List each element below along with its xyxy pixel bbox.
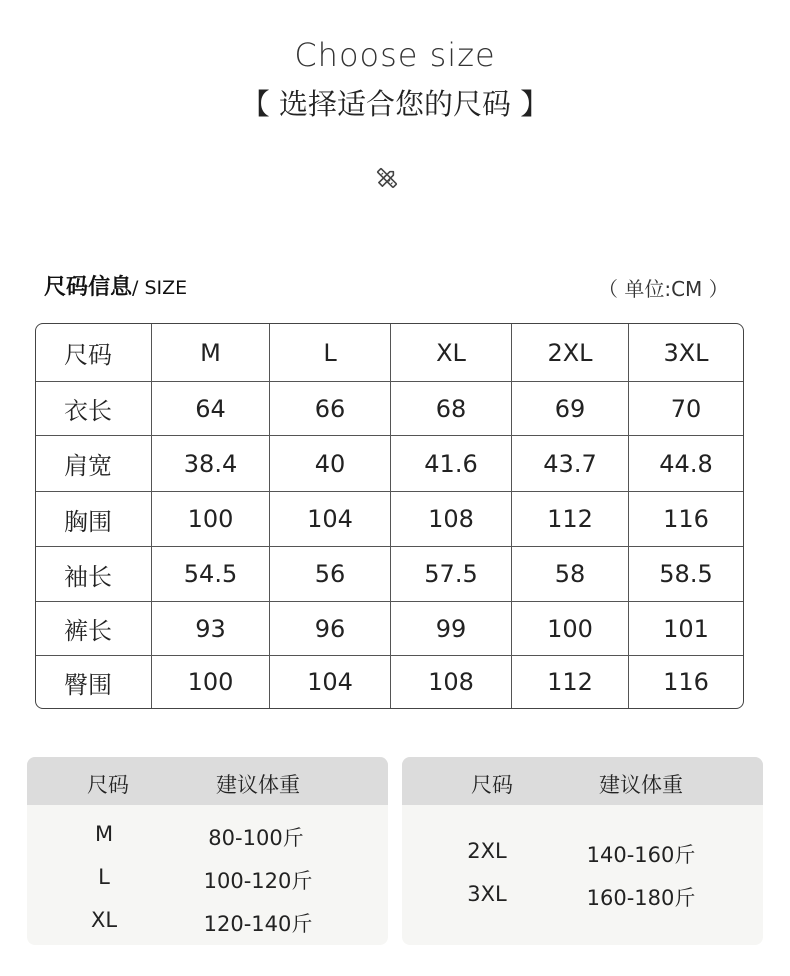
table-row bbox=[36, 382, 743, 436]
table-cell: 70 bbox=[629, 382, 743, 436]
weight-header-size: 尺码 bbox=[471, 773, 513, 797]
table-cell: 56 bbox=[270, 547, 391, 602]
size-table bbox=[35, 323, 744, 709]
table-cell: 104 bbox=[270, 656, 391, 708]
table-cell: 104 bbox=[270, 492, 391, 547]
table-row bbox=[36, 656, 743, 708]
table-cell: 64 bbox=[152, 382, 270, 436]
table-cell: 66 bbox=[270, 382, 391, 436]
size-info-title-cn: 尺码信息 bbox=[44, 275, 133, 300]
table-row bbox=[36, 547, 743, 602]
column-header: 2XL bbox=[512, 324, 629, 382]
column-header: M bbox=[152, 324, 270, 382]
table-cell: 116 bbox=[663, 668, 709, 696]
column-header: 3XL bbox=[629, 324, 743, 382]
pencil-ruler-icon bbox=[375, 166, 399, 190]
weight-row bbox=[402, 882, 763, 912]
row-label: 肩宽 bbox=[36, 436, 152, 492]
weight-size: M bbox=[94, 822, 114, 846]
page-title-cn: 【 选择适合您的尺码 】 bbox=[240, 87, 550, 121]
table-cell: 96 bbox=[270, 602, 391, 656]
table-cell: 112 bbox=[512, 492, 629, 547]
table-cell: 108 bbox=[391, 656, 512, 708]
weight-size: XL bbox=[90, 908, 118, 932]
page-title-en: Choose size bbox=[294, 36, 496, 74]
table-cell: 69 bbox=[512, 382, 629, 436]
weight-value: 140-160斤 bbox=[586, 843, 696, 867]
weight-row bbox=[402, 839, 763, 869]
table-cell: 108 bbox=[391, 492, 512, 547]
size-info-subtitle: / SIZE bbox=[132, 277, 188, 299]
weight-size: 2XL bbox=[467, 839, 507, 863]
table-cell: 58.5 bbox=[629, 547, 743, 602]
table-row bbox=[36, 492, 743, 547]
weight-row bbox=[27, 822, 388, 852]
table-cell: 44.8 bbox=[629, 436, 743, 492]
weight-value: 160-180斤 bbox=[586, 886, 696, 910]
table-cell: 100 bbox=[152, 492, 270, 547]
row-label: 衣长 bbox=[36, 382, 152, 436]
table-row bbox=[36, 436, 743, 492]
weight-row bbox=[27, 908, 388, 938]
row-label: 臀围 bbox=[36, 656, 152, 708]
row-label: 胸围 bbox=[36, 492, 152, 547]
weight-guide-header bbox=[27, 757, 388, 805]
table-cell: 101 bbox=[629, 602, 743, 656]
row-label: 裤长 bbox=[36, 602, 152, 656]
table-cell: 112 bbox=[512, 656, 629, 708]
table-cell: 68 bbox=[391, 382, 512, 436]
unit-note: （ 单位:CM ） bbox=[598, 277, 729, 301]
weight-value: 80-100斤 bbox=[208, 826, 304, 850]
weight-header-size: 尺码 bbox=[87, 773, 129, 797]
table-cell: 41.6 bbox=[391, 436, 512, 492]
table-cell: 57.5 bbox=[391, 547, 512, 602]
table-cell: 99 bbox=[391, 602, 512, 656]
table-cell: 100 bbox=[512, 602, 629, 656]
row-label: 袖长 bbox=[36, 547, 152, 602]
weight-guide-header bbox=[402, 757, 763, 805]
weight-value: 120-140斤 bbox=[203, 912, 313, 936]
weight-row bbox=[27, 865, 388, 895]
weight-guide-right bbox=[402, 757, 763, 945]
table-cell: 58 bbox=[512, 547, 629, 602]
table-cell: 93 bbox=[152, 602, 270, 656]
table-cell: 38.4 bbox=[152, 436, 270, 492]
size-table-header-row bbox=[36, 324, 743, 382]
table-cell: 40 bbox=[270, 436, 391, 492]
weight-guide-left bbox=[27, 757, 388, 945]
column-header: XL bbox=[391, 324, 512, 382]
size-info-title bbox=[44, 270, 187, 301]
column-header: L bbox=[270, 324, 391, 382]
table-row bbox=[36, 602, 743, 656]
column-header: 尺码 bbox=[36, 324, 152, 382]
table-cell: 43.7 bbox=[512, 436, 629, 492]
table-cell: 54.5 bbox=[152, 547, 270, 602]
table-cell: 116 bbox=[629, 492, 743, 547]
table-cell: 100 bbox=[152, 656, 270, 708]
weight-size: L bbox=[98, 865, 110, 889]
weight-header-weight: 建议体重 bbox=[599, 773, 683, 797]
weight-value: 100-120斤 bbox=[203, 869, 313, 893]
weight-size: 3XL bbox=[467, 882, 507, 906]
weight-header-weight: 建议体重 bbox=[216, 773, 300, 797]
